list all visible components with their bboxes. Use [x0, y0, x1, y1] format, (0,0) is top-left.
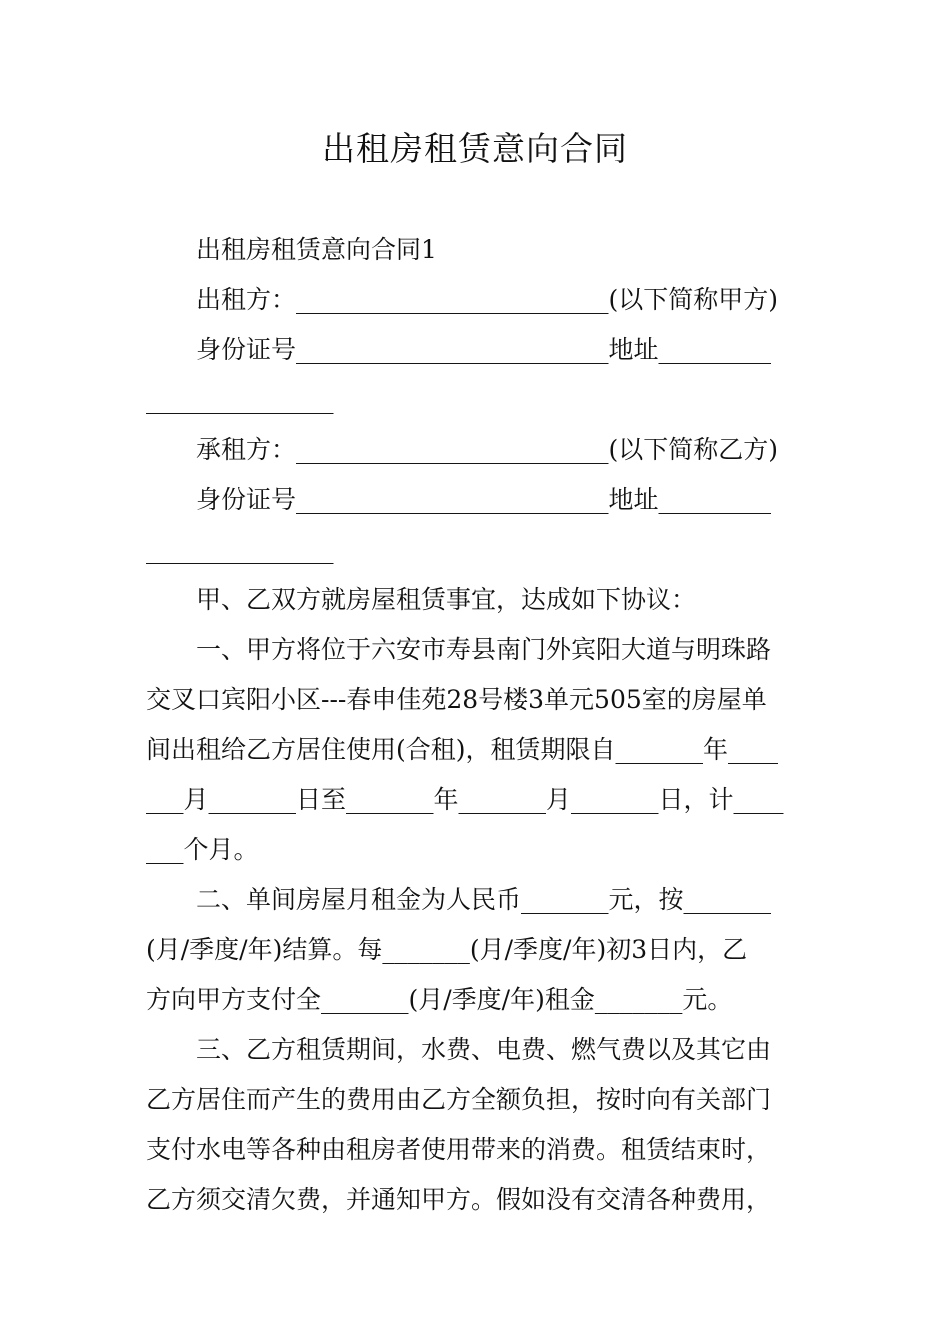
clause-1-line-1: 一、甲方将位于六安市寿县南门外宾阳大道与明珠路: [196, 635, 772, 664]
document-title: 出租房租赁意向合同: [322, 129, 628, 168]
clause-2-line-1: 二、单间房屋月租金为人民币_______元，按_______: [196, 885, 772, 914]
clause-1-line-3: 间出租给乙方居住使用(合租)，租赁期限自_______年____: [146, 735, 779, 764]
clause-3-line-4: 乙方须交清欠费，并通知甲方。假如没有交清各种费用，: [146, 1185, 772, 1214]
clause-2-line-2: (月/季度/年)结算。每_______(月/季度/年)初3日内，乙: [146, 935, 748, 964]
document-body: [146, 225, 811, 1225]
clause-1-line-2: 交叉口宾阳小区---春申佳苑28号楼3单元505室的房屋单: [146, 685, 767, 714]
lessor-address-continuation: _______________: [146, 385, 334, 414]
clause-3-line-1: 三、乙方租赁期间，水费、电费、燃气费以及其它由: [196, 1035, 772, 1064]
clause-2-line-3: 方向甲方支付全_______(月/季度/年)租金_______元。: [146, 985, 733, 1014]
lessor-id-address-line: 身份证号_________________________地址_________: [196, 335, 772, 364]
clause-3-line-2: 乙方居住而产生的费用由乙方全额负担，按时向有关部门: [146, 1085, 772, 1114]
lessee-address-continuation: _______________: [146, 535, 334, 564]
lessee-id-address-line: 身份证号_________________________地址_________: [196, 485, 772, 514]
clause-1-line-5: ___个月。: [146, 835, 259, 864]
clause-3-line-3: 支付水电等各种由租房者使用带来的消费。租赁结束时，: [146, 1135, 772, 1164]
agreement-intro: 甲、乙双方就房屋租赁事宜，达成如下协议：: [196, 585, 697, 614]
clause-1-line-4: ___月_______日至_______年_______月_______日，计____: [146, 785, 784, 814]
subtitle-line: 出租房租赁意向合同1: [196, 235, 437, 264]
lessor-line: 出租方：_________________________(以下简称甲方): [196, 285, 779, 314]
lessee-line: 承租方：_________________________(以下简称乙方): [196, 435, 779, 464]
